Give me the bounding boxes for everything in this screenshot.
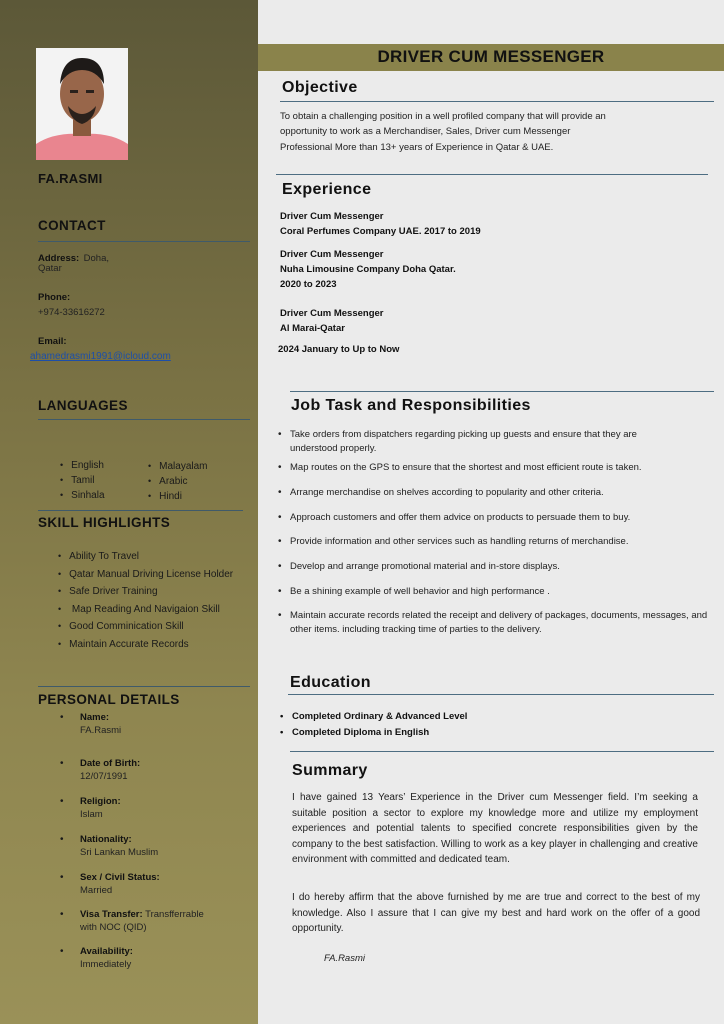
experience-role: Driver Cum Messenger [280,211,384,222]
sidebar [0,0,258,1024]
skill-item: • Maintain Accurate Records [58,639,233,657]
job-title: DRIVER CUM MESSENGER [377,47,605,66]
jobs-divider [290,391,714,392]
personal-label: • Name: [80,712,110,723]
skill-item: • Good Comminication Skill [58,621,233,639]
objective-heading: Objective [282,79,358,96]
language-item: • Malayalam [148,459,208,474]
personal-value: Married [80,885,113,896]
experience-company: Coral Perfumes Company UAE. 2017 to 2019 [280,226,481,237]
job-item: • Arrange merchandise on shelves according to popularity and other criteria. [276,486,716,511]
phone-label: Phone: [38,292,71,303]
language-item: • Sinhala [60,488,105,503]
skills-list [58,551,233,657]
contact-heading: CONTACT [38,218,106,233]
job-item: • Approach customers and offer them advice on products to persuade them to buy. [276,511,716,535]
language-item: • Tamil [60,473,105,488]
title-banner [258,44,724,71]
skill-item: • Qatar Manual Driving License Holder [58,569,233,587]
jobs-heading: Job Task and Responsibilities [291,397,531,414]
skills-heading: SKILL HIGHLIGHTS [38,515,171,530]
declaration-paragraph: I do hereby affirm that the above furnished by me are true and correct to the best of my knowledge. Also I assure that I can give my best and hard work on the offer of a good opportunity. [292,892,700,934]
contact-divider [38,241,250,242]
job-item: • Maintain accurate records related the receipt and delivery of packages, documents, messages, and other items. including tracking time of parties to the delivery. [276,609,716,653]
personal-label: • Availability: [80,946,133,957]
skill-item: • Ability To Travel [58,551,233,569]
personal-item-religion [60,796,204,834]
job-item: • Develop and arrange promotional material and in-store displays. [276,560,716,585]
languages-heading: LANGUAGES [38,398,128,413]
personal-label: • Sex / Civil Status: [80,872,160,883]
skills-divider [38,510,243,511]
objective-divider [280,101,714,102]
personal-value: 12/07/1991 [80,771,128,782]
address-line1: Doha, [83,253,109,264]
skill-item: • Map Reading And Navigaion Skill [58,604,233,622]
objective-line3: Professional More than 13+ years of Experience in Qatar & UAE. [280,142,554,153]
personal-item-visa [60,909,204,946]
languages-divider [38,419,250,420]
address-line2: Qatar [38,263,62,274]
job-item: • Map routes on the GPS to ensure that the shortest and most efficient route is taken. [276,461,716,486]
personal-value: Immediately [80,959,132,970]
personal-divider [38,686,250,687]
personal-heading: PERSONAL DETAILS [38,692,180,707]
objective-line1: To obtain a challenging position in a well profiled company that will provide an [280,111,606,122]
phone-value: +974-33616272 [38,307,105,318]
language-item: • English [60,458,105,473]
personal-value: Islam [80,809,103,820]
education-heading: Education [290,674,371,691]
job-item: • Be a shining example of well behavior and high performance . [276,585,716,609]
personal-value: Sri Lankan Muslim [80,847,159,858]
personal-label: • Date of Birth: [80,758,141,769]
languages-list-left [60,458,105,503]
profile-photo [36,48,128,160]
language-item: • Hindi [148,489,208,504]
email-link[interactable]: ahamedrasmi1991@icloud.com [30,351,171,362]
personal-value-inline: Transfferrable [145,909,204,920]
personal-value: FA.Rasmi [80,725,122,736]
personal-label: • Nationality: [80,834,132,845]
skill-item: • Safe Driver Training [58,586,233,604]
summary-heading: Summary [292,762,368,779]
experience-role: Driver Cum Messenger [280,249,384,260]
experience-divider [276,174,708,175]
person-icon [36,48,128,160]
email-label: Email: [38,336,67,347]
experience-company: Al Marai-Qatar [280,323,345,334]
objective-line2: opportunity to work as a Merchandiser, Sales, Driver cum Messenger [280,126,571,137]
education-list [280,711,467,743]
job-item: • Take orders from dispatchers regarding picking up guests and ensure that they are understood properly. [276,428,716,461]
summary-paragraph: I have gained 13 Years’ Experience in the Driver cum Messenger field. I’m seeking a suitable position a sector to explore my knowledge more and utilize my employment experiences and potential talents to specified concrete responsibilities given by the company to the best satisfaction. Willing to work as a key player in challenging and creative environment with committed and dedicated team. [292,792,698,865]
education-divider [288,694,714,695]
experience-role: Driver Cum Messenger [280,308,384,319]
education-item: • Completed Diploma in English [280,727,467,743]
personal-item-nationality [60,834,204,872]
personal-label: • Religion: [80,796,121,807]
address-label: Address: [38,253,80,264]
personal-label: Visa Transfer: [80,909,143,920]
personal-item-dob [60,758,204,796]
experience-heading: Experience [282,181,372,198]
language-item: • Arabic [148,474,208,489]
personal-details-list [60,712,204,980]
experience-period: 2020 to 2023 [280,279,337,290]
candidate-name: FA.RASMI [38,171,103,186]
main-content [258,0,724,1024]
personal-item-name [60,712,204,758]
languages-list-right [148,459,208,504]
signature: FA.Rasmi [324,953,365,964]
personal-item-civil-status [60,872,204,909]
personal-item-availability [60,946,204,980]
summary-divider [290,751,714,752]
experience-company: Nuha Limousine Company Doha Qatar. [280,264,456,275]
personal-value: with NOC (QID) [80,922,147,933]
jobs-list [276,428,716,653]
education-item: • Completed Ordinary & Advanced Level [280,711,467,727]
experience-period: 2024 January to Up to Now [278,344,400,355]
job-item: • Provide information and other services such as handling returns of merchandise. [276,535,716,560]
